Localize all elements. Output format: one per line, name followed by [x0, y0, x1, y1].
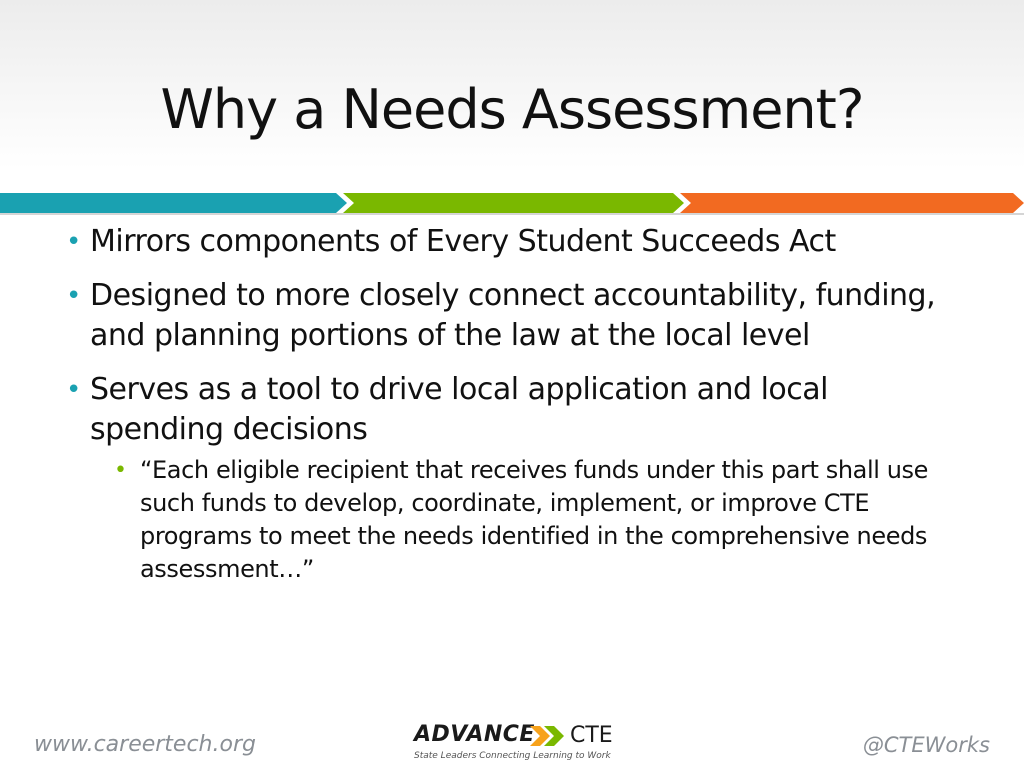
advance-cte-logo: [414, 722, 614, 766]
color-divider-bar: [0, 190, 1024, 216]
orange-bar-segment: [680, 193, 1024, 213]
footer-website: www.careertech.org: [34, 732, 256, 757]
bullet-dot-icon: •: [66, 281, 81, 311]
bullet-item: [60, 276, 960, 356]
logo-word-cte: CTE: [570, 723, 613, 748]
sub-bullet-item: [60, 454, 960, 586]
bullet-list: [60, 222, 960, 586]
green-bar-segment: [343, 193, 684, 213]
logo-tagline: State Leaders Connecting Learning to Work: [414, 751, 611, 761]
logo-word-advance: ADVANCE: [414, 722, 535, 747]
footer-handle: @CTEWorks: [862, 733, 990, 757]
slide-title: Why a Needs Assessment?: [160, 78, 864, 141]
sub-bullet-dot-icon: •: [114, 458, 127, 483]
bullet-text: Designed to more closely connect accountability, funding, and planning portions of the law at the local level: [90, 278, 936, 353]
bullet-dot-icon: •: [66, 227, 81, 257]
bullet-item: [60, 222, 960, 262]
sub-bullet-text: “Each eligible recipient that receives funds under this part shall use such funds to develop, coordinate, implement, or improve CTE programs to meet the needs identified in the comprehensive needs assessment…”: [140, 456, 929, 583]
bullet-dot-icon: •: [66, 375, 81, 405]
chevron-arrow-icon: [530, 724, 570, 748]
bullet-item: [60, 370, 960, 450]
bullet-text: Serves as a tool to drive local application and local spending decisions: [90, 372, 828, 447]
bullet-text: Mirrors components of Every Student Succeeds Act: [90, 224, 836, 259]
teal-bar-segment: [0, 193, 347, 213]
